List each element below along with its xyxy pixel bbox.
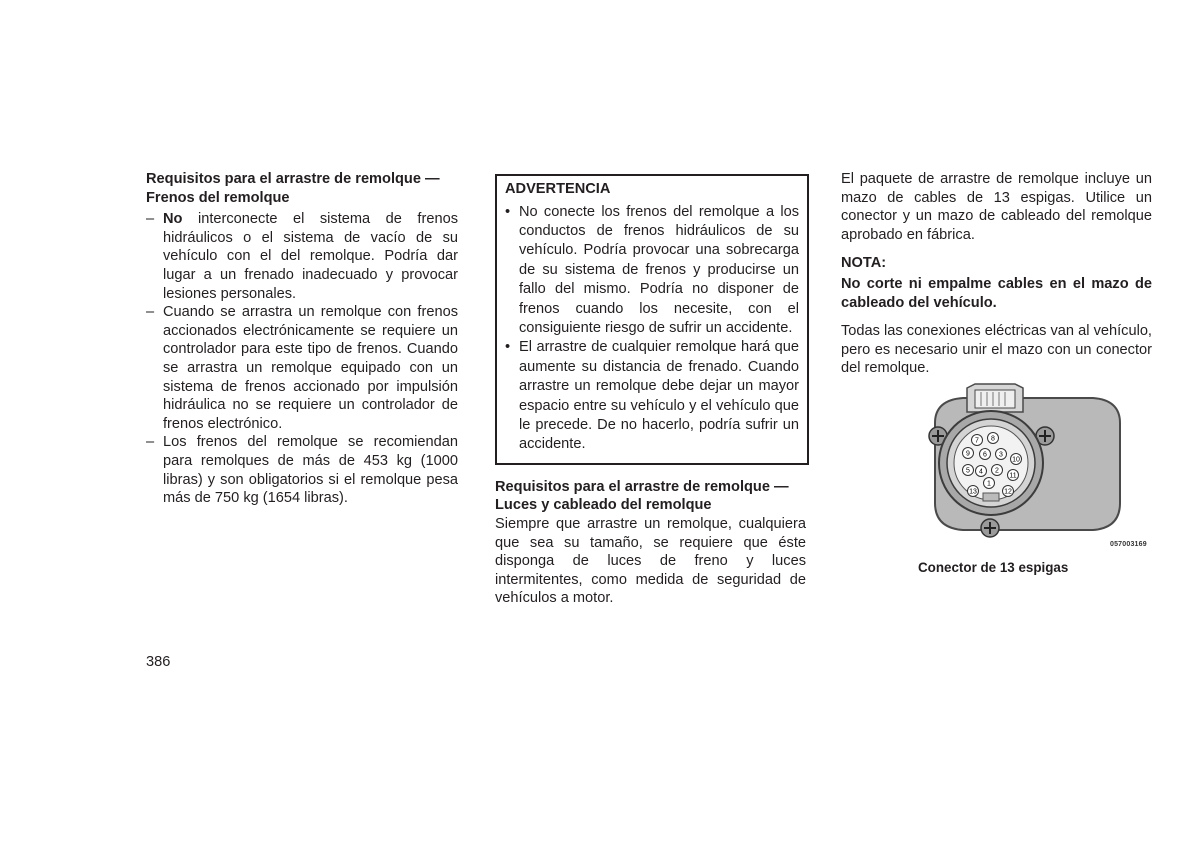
brakes-list	[146, 210, 458, 508]
svg-text:13: 13	[969, 488, 977, 496]
svg-text:9: 9	[966, 450, 970, 458]
list-item-text: Cuando se arrastra un remolque con frenos accionados electrónicamente se requiere un controlador para este tipo de frenos. Cuando se arrastra un remolque equipado con un sistema de frenos accionado por impulsión hidráulica no se requiere un controlador de frenos electrónico.	[163, 304, 458, 432]
pin-7	[972, 435, 983, 446]
svg-text:6: 6	[983, 451, 987, 459]
svg-text:11: 11	[1009, 472, 1017, 480]
bullet-marker: •	[505, 203, 511, 220]
note-label: NOTA:	[841, 255, 887, 272]
pin-11	[1008, 470, 1019, 481]
svg-text:1: 1	[987, 480, 991, 488]
svg-text:10: 10	[1012, 456, 1020, 464]
paragraph-connections: Todas las conexiones eléctricas van al vehículo, pero es necesario unir el mazo con un conector del remolque.	[841, 323, 1152, 377]
pin-1	[984, 478, 995, 489]
list-item-text: interconecte el sistema de frenos hidráulicos o el sistema de vacío de su vehículo con el del remolque. Podría dar lugar a un frenado inadecuado y provocar lesiones personales.	[163, 211, 458, 302]
bullet-marker: •	[505, 339, 511, 356]
svg-text:4: 4	[979, 468, 983, 476]
paragraph-harness: El paquete de arrastre de remolque incluye un mazo de cables de 13 espigas. Utilice un conector y un mazo de cableado del remolque aprobado en fábrica.	[841, 171, 1152, 243]
section-heading-brakes: Requisitos para el arrastre de remolque — Frenos del remolque	[146, 171, 440, 206]
svg-text:7: 7	[975, 437, 979, 445]
list-item	[146, 303, 458, 433]
pin-4	[976, 466, 987, 477]
pin-10	[1011, 454, 1022, 465]
pin-5	[963, 465, 974, 476]
svg-text:2: 2	[995, 467, 999, 475]
warning-title: ADVERTENCIA	[505, 181, 611, 197]
pin-6	[980, 449, 991, 460]
svg-text:8: 8	[991, 435, 995, 443]
dash-marker: –	[146, 304, 155, 321]
warning-item-text: El arrastre de cualquier remolque hará que aumente su distancia de frenado. Cuando arrastre un remolque debe dejar un mayor espacio entre su vehículo y el vehículo que le precede. De no hacerlo, podría sufrir un accidente.	[519, 339, 799, 453]
column-left	[146, 170, 458, 508]
warning-list	[505, 203, 799, 455]
emphasis-text: No	[163, 211, 183, 228]
pin-12	[1003, 486, 1014, 497]
warning-box	[495, 174, 809, 465]
connector-illustration	[915, 378, 1155, 553]
column-right	[841, 170, 1152, 378]
list-item	[146, 210, 458, 303]
list-item-text: Los frenos del remolque se recomiendan para remolques de más de 453 kg (1000 libras) y son obligatorios si el remolque pesa más de 750 kg (1654 libras).	[163, 434, 458, 507]
warning-item	[505, 338, 799, 454]
warning-item-text: No conecte los frenos del remolque a los conductos de frenos hidráulicos de su vehículo. Podría provocar una sobrecarga de su sistema de frenos y producirse un fallo del mismo. Podría no disponer de frenos cuando los necesite, con el consiguiente riesgo de sufrir un accidente.	[519, 203, 799, 337]
section-heading-lights: Requisitos para el arrastre de remolque — Luces y cableado del remolque	[495, 478, 789, 514]
figure-caption: Conector de 13 espigas	[918, 560, 1069, 575]
warning-item	[505, 203, 799, 339]
dash-marker: –	[146, 434, 155, 451]
dash-marker: –	[146, 211, 155, 228]
pin-9	[963, 448, 974, 459]
svg-text:5: 5	[966, 467, 970, 475]
note-text: No corte ni empalme cables en el mazo de cableado del vehículo.	[841, 275, 1152, 311]
lights-wiring-section	[495, 478, 806, 608]
page-number: 386	[146, 654, 171, 670]
screw-icon-bottom	[981, 519, 999, 537]
pin-8	[988, 433, 999, 444]
pin-3	[996, 449, 1007, 460]
section-body: Siempre que arrastre un remolque, cualquiera que sea su tamaño, se requiere que éste disponga de luces de freno y luces intermitentes, como medida de seguridad de vehículos a motor.	[495, 516, 806, 607]
connector-13-pin-drawing	[915, 378, 1155, 553]
svg-text:3: 3	[999, 451, 1003, 459]
pin-2	[992, 465, 1003, 476]
list-item	[146, 433, 458, 507]
svg-text:12: 12	[1004, 488, 1012, 496]
pin-13	[968, 486, 979, 497]
column-middle	[495, 174, 806, 608]
figure-code: 057003169	[1110, 541, 1147, 548]
